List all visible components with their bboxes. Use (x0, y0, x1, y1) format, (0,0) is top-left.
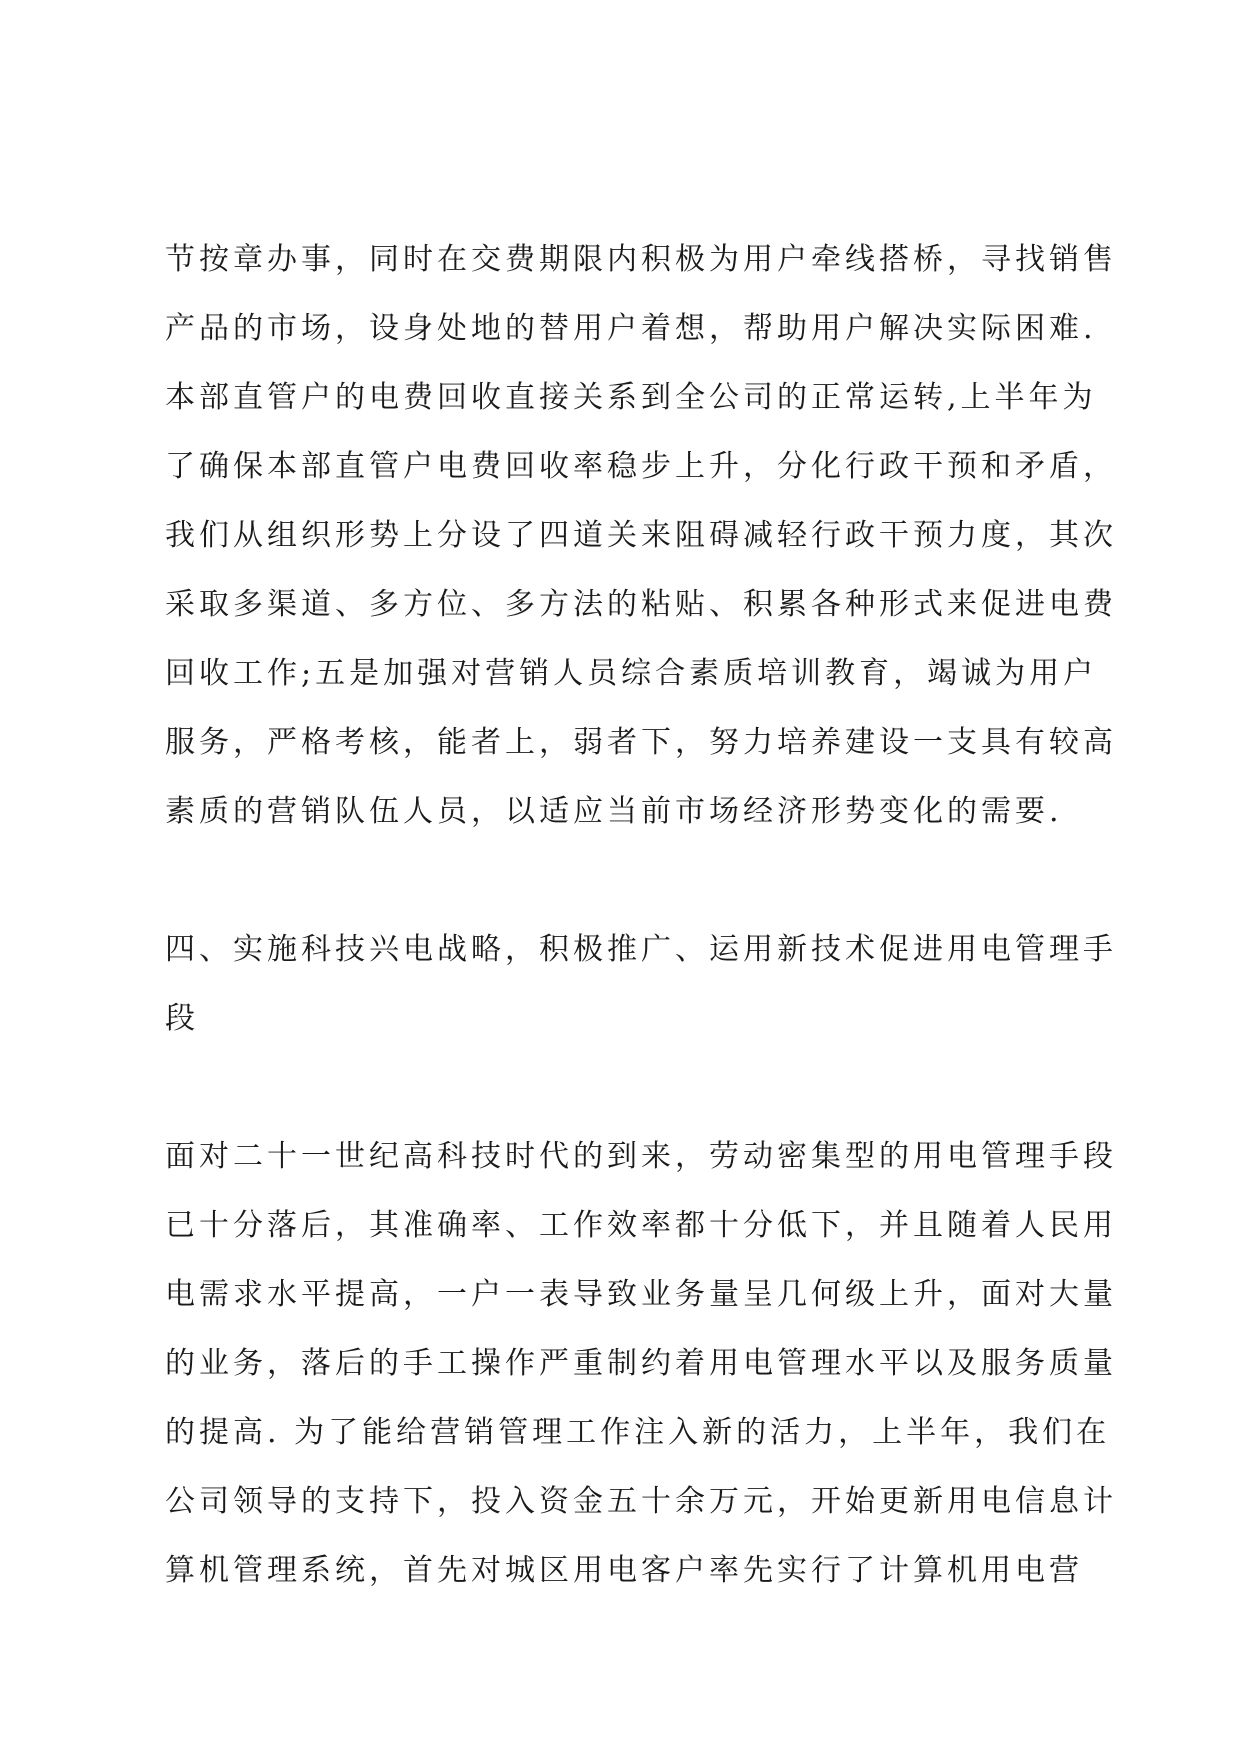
paragraph-technology (165, 1122, 1117, 1605)
text-line: 我们从组织形势上分设了四道关来阻碍减轻行政干预力度，其次 (165, 518, 1117, 553)
text-line: 了确保本部直管户电费回收率稳步上升，分化行政干预和矛盾， (165, 449, 1117, 484)
text-line: 面对二十一世纪高科技时代的到来，劳动密集型的用电管理手段 (165, 1139, 1117, 1174)
text-line: 服务，严格考核，能者上，弱者下，努力培养建设一支具有较高 (165, 725, 1117, 760)
heading-line: 四、实施科技兴电战略，积极推广、运用新技术促进用电管理手 (165, 932, 1117, 967)
document-page (165, 225, 1117, 1605)
text-line: 电需求水平提高，一户一表导致业务量呈几何级上升，面对大量 (165, 1277, 1117, 1312)
text-line: 公司领导的支持下，投入资金五十余万元，开始更新用电信息计 (165, 1484, 1117, 1519)
text-line: 的提高. 为了能给营销管理工作注入新的活力，上半年，我们在 (165, 1415, 1111, 1450)
text-line: 本部直管户的电费回收直接关系到全公司的正常运转,上半年为 (165, 380, 1097, 415)
text-line: 算机管理系统，首先对城区用电客户率先实行了计算机用电营 (165, 1553, 1083, 1588)
text-line: 采取多渠道、多方位、多方法的粘贴、积累各种形式来促进电费 (165, 587, 1117, 622)
text-line: 的业务，落后的手工操作严重制约着用电管理水平以及服务质量 (165, 1346, 1117, 1381)
paragraph-electricity-collection (165, 225, 1117, 846)
section-heading (165, 915, 1117, 1053)
text-line: 回收工作;五是加强对营销人员综合素质培训教育，竭诚为用户 (165, 656, 1098, 691)
text-line: 素质的营销队伍人员，以适应当前市场经济形势变化的需要. (165, 794, 1063, 829)
text-line: 已十分落后，其准确率、工作效率都十分低下，并且随着人民用 (165, 1208, 1117, 1243)
text-line: 节按章办事，同时在交费期限内积极为用户牵线搭桥，寻找销售 (165, 242, 1117, 277)
text-line: 产品的市场，设身处地的替用户着想，帮助用户解决实际困难. (165, 311, 1097, 346)
heading-line: 段 (165, 1001, 199, 1036)
